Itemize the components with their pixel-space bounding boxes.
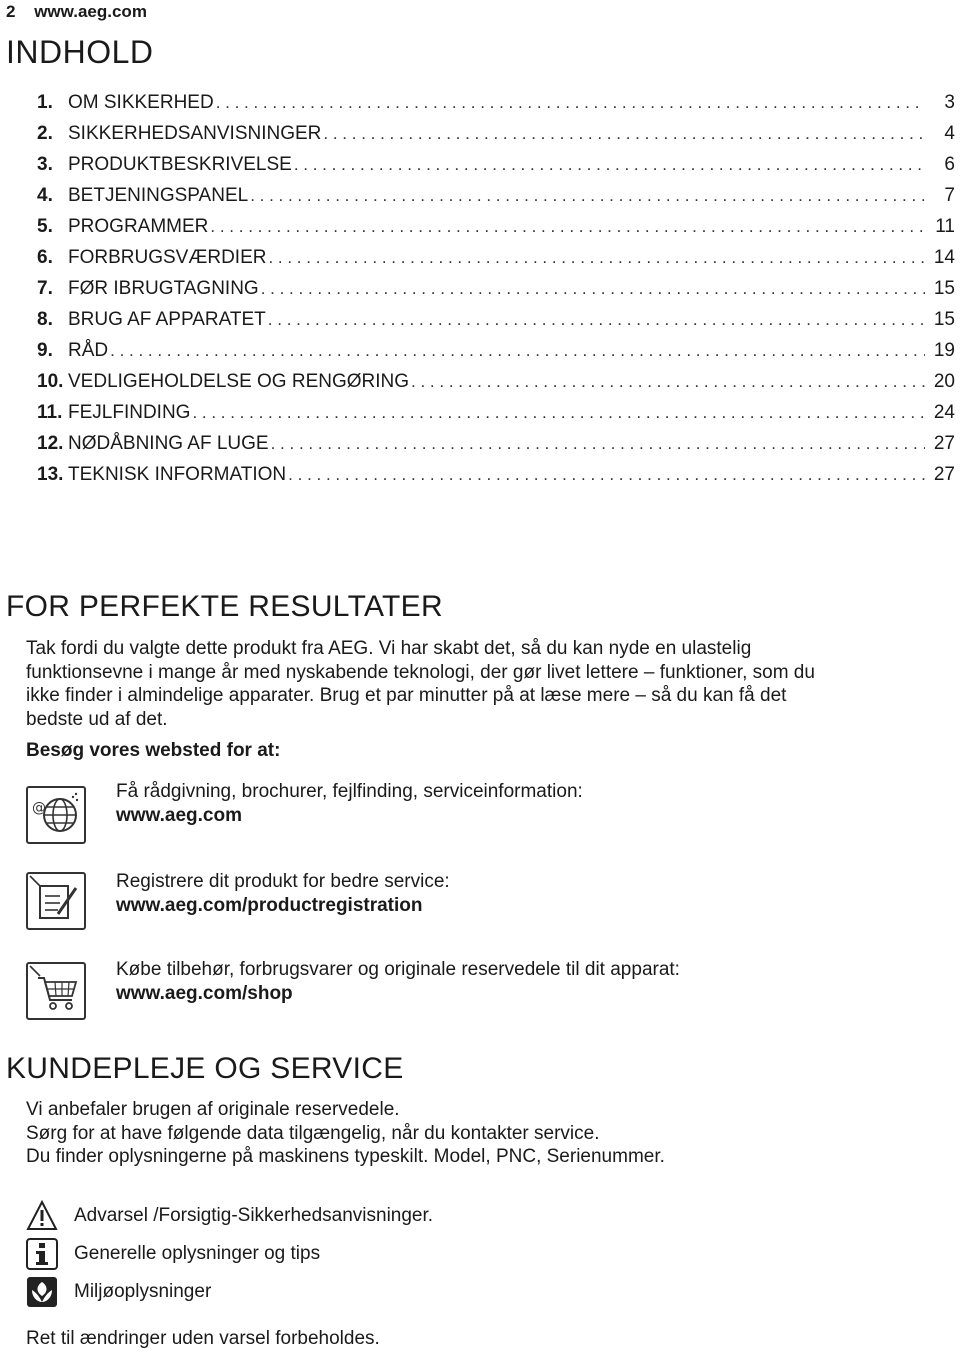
toc-leader-dots xyxy=(323,124,925,144)
link-registration-url[interactable]: www.aeg.com/productregistration xyxy=(116,895,423,916)
toc-item[interactable] xyxy=(37,154,957,185)
toc-item-page: 15 xyxy=(933,278,955,299)
toc-item-number: 4. xyxy=(37,185,53,206)
toc-leader-dots xyxy=(268,310,925,330)
toc-item-number: 9. xyxy=(37,340,53,361)
service-line: Vi anbefaler brugen af originale reservedele. xyxy=(26,1099,400,1120)
environment-icon xyxy=(26,1276,58,1308)
legend-warning xyxy=(26,1200,433,1232)
results-intro xyxy=(26,637,946,731)
results-line: ikke finder i almindelige apparater. Brug et par minutter på at læse mere – så du kan få det xyxy=(26,685,787,706)
toc-item-label: RÅD xyxy=(68,340,109,361)
link-shop xyxy=(116,958,680,1006)
toc-item[interactable] xyxy=(37,92,957,123)
toc-item[interactable] xyxy=(37,185,957,216)
legend-info-text: Generelle oplysninger og tips xyxy=(74,1243,321,1264)
service-line: Sørg for at have følgende data tilgængelig, når du kontakter service. xyxy=(26,1122,600,1144)
toc-item-number: 1. xyxy=(37,92,53,113)
toc-item-number: 12. xyxy=(37,433,64,454)
toc-item-page: 20 xyxy=(933,371,955,392)
link-registration xyxy=(116,870,450,918)
footer-note: Ret til ændringer uden varsel forbeholdes. xyxy=(26,1328,380,1349)
toc-item-number: 2. xyxy=(37,123,53,144)
toc-item-number: 3. xyxy=(37,154,53,175)
link-shop-text: Købe tilbehør, forbrugsvarer og originale reservedele til dit apparat: xyxy=(116,959,680,980)
toc-item[interactable] xyxy=(37,433,957,464)
site-url[interactable]: www.aeg.com xyxy=(34,2,147,21)
link-support-url[interactable]: www.aeg.com xyxy=(116,805,242,826)
toc-item[interactable] xyxy=(37,247,957,278)
toc-item-number: 5. xyxy=(37,216,53,237)
toc-item-page: 4 xyxy=(944,123,955,144)
toc-item[interactable] xyxy=(37,309,957,340)
results-line: bedste ud af det. xyxy=(26,708,168,730)
toc-item-number: 6. xyxy=(37,247,53,268)
toc-item-page: 11 xyxy=(935,216,955,237)
toc-item[interactable] xyxy=(37,123,957,154)
toc-item-label: FORBRUGSVÆRDIER xyxy=(68,247,267,268)
toc-item[interactable] xyxy=(37,402,957,433)
results-line: Tak fordi du valgte dette produkt fra AEG. Vi har skabt det, så du kan nyde en ulastelig xyxy=(26,638,752,659)
link-registration-text: Registrere dit produkt for bedre service: xyxy=(116,871,450,892)
service-intro xyxy=(26,1098,946,1169)
shopping-cart-icon xyxy=(26,962,86,1020)
toc-item-page: 27 xyxy=(933,433,955,454)
toc-item-page: 15 xyxy=(933,309,955,330)
toc-leader-dots xyxy=(294,155,925,175)
info-icon xyxy=(26,1238,58,1270)
toc-item-label: PROGRAMMER xyxy=(68,216,209,237)
results-line: funktionsevne i mange år med nyskabende teknologi, der gør livet lettere – funktioner, som du xyxy=(26,661,815,683)
toc-leader-dots xyxy=(250,186,925,206)
toc-item-page: 6 xyxy=(944,154,955,175)
toc-item-number: 7. xyxy=(37,278,53,299)
toc-item-label: SIKKERHEDSANVISNINGER xyxy=(68,123,322,144)
link-support xyxy=(116,780,583,828)
results-title: FOR PERFEKTE RESULTATER xyxy=(6,590,443,623)
toc-leader-dots xyxy=(268,248,925,268)
toc-item-page: 14 xyxy=(933,247,955,268)
toc-item-number: 11. xyxy=(37,402,63,423)
toc-leader-dots xyxy=(411,372,925,392)
toc-leader-dots xyxy=(261,279,925,299)
toc-item-page: 3 xyxy=(944,92,955,113)
service-line: Du finder oplysningerne på maskinens typeskilt. Model, PNC, Serienummer. xyxy=(26,1146,665,1167)
toc-item[interactable] xyxy=(37,371,957,402)
toc-item[interactable] xyxy=(37,464,957,495)
toc-item[interactable] xyxy=(37,278,957,309)
toc-item-page: 19 xyxy=(933,340,955,361)
toc-item-page: 24 xyxy=(933,402,955,423)
toc-leader-dots xyxy=(271,434,925,454)
toc-item[interactable] xyxy=(37,340,957,371)
visit-label: Besøg vores websted for at: xyxy=(26,740,281,761)
page-number: 2 xyxy=(6,2,16,21)
toc-item-number: 10. xyxy=(37,371,64,392)
legend-environment-text: Miljøoplysninger xyxy=(74,1281,212,1302)
notepad-pen-icon xyxy=(26,872,86,930)
legend-warning-text: Advarsel /Forsigtig-Sikkerhedsanvisninger. xyxy=(74,1205,434,1226)
toc-item-label: BETJENINGSPANEL xyxy=(68,185,249,206)
toc-item-label: PRODUKTBESKRIVELSE xyxy=(68,154,292,175)
toc-item-label: FØR IBRUGTAGNING xyxy=(68,278,259,299)
warning-triangle-icon xyxy=(26,1200,58,1232)
toc-leader-dots xyxy=(216,93,925,113)
page-header xyxy=(6,0,147,24)
toc-leader-dots xyxy=(192,403,925,423)
link-support-text: Få rådgivning, brochurer, fejlfinding, serviceinformation: xyxy=(116,781,583,802)
toc-item-page: 7 xyxy=(944,185,955,206)
legend-info xyxy=(26,1238,320,1270)
toc-item-label: BRUG AF APPARATET xyxy=(68,309,266,330)
toc-leader-dots xyxy=(110,341,925,361)
toc-item-number: 13. xyxy=(37,464,64,485)
globe-at-icon xyxy=(26,786,86,844)
toc-item-label: TEKNISK INFORMATION xyxy=(68,464,287,485)
toc-leader-dots xyxy=(210,217,925,237)
service-title: KUNDEPLEJE OG SERVICE xyxy=(6,1052,404,1085)
toc-item-label: VEDLIGEHOLDELSE OG RENGØRING xyxy=(68,371,410,392)
table-of-contents xyxy=(37,92,957,495)
toc-item-label: OM SIKKERHED xyxy=(68,92,214,113)
toc-item-number: 8. xyxy=(37,309,53,330)
toc-item-page: 27 xyxy=(933,464,955,485)
legend-environment xyxy=(26,1276,211,1308)
toc-item[interactable] xyxy=(37,216,957,247)
toc-item-label: NØDÅBNING AF LUGE xyxy=(68,433,269,454)
link-shop-url[interactable]: www.aeg.com/shop xyxy=(116,983,293,1004)
svg-text:@: @ xyxy=(32,800,46,816)
toc-title: INDHOLD xyxy=(6,34,154,70)
toc-leader-dots xyxy=(288,465,925,485)
toc-item-label: FEJLFINDING xyxy=(68,402,191,423)
